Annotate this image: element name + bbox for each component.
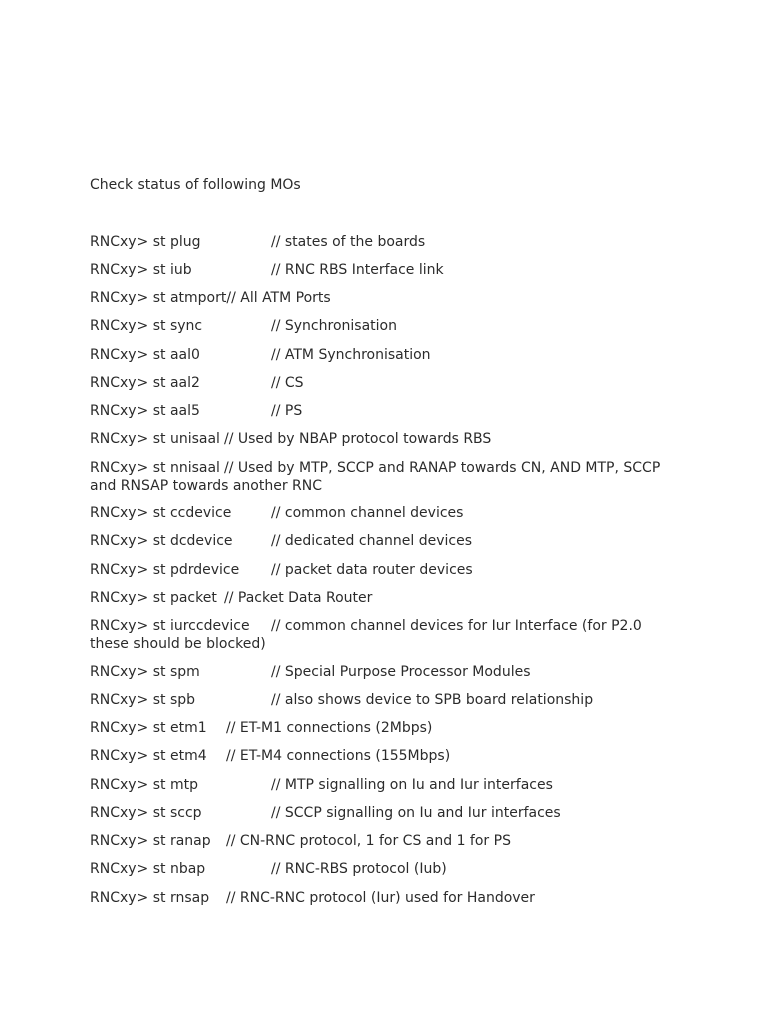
command-text: RNCxy> st rnsap [90, 890, 210, 906]
command-text: RNCxy> st etm1 [90, 720, 207, 736]
command-line-dcdevice [90, 532, 690, 550]
command-line-iub [90, 261, 690, 279]
command-line-sync [90, 317, 690, 335]
command-text: RNCxy> st unisaal [90, 431, 220, 447]
command-comment: // also shows device to SPB board relationship [271, 692, 594, 708]
command-line-pdrdevice [90, 561, 690, 579]
command-text: RNCxy> st aal5 [90, 403, 200, 419]
command-comment: // All ATM Ports [226, 290, 331, 306]
command-text: RNCxy> st sccp [90, 805, 202, 821]
command-comment: // ET-M4 connections (155Mbps) [226, 748, 451, 764]
command-line-mtp [90, 776, 690, 794]
command-text: RNCxy> st ccdevice [90, 505, 232, 521]
command-comment: // PS [271, 403, 303, 419]
command-line-spm [90, 663, 690, 681]
command-text: RNCxy> st spm [90, 664, 200, 680]
command-comment: // RNC-RBS protocol (Iub) [271, 861, 447, 877]
command-comment: // common channel devices [271, 505, 464, 521]
command-comment: // RNC-RNC protocol (Iur) used for Handover [226, 890, 535, 906]
command-text: RNCxy> st spb [90, 692, 196, 708]
command-text: RNCxy> st dcdevice [90, 533, 233, 549]
command-text: RNCxy> st nnisaal [90, 460, 220, 476]
command-line-spb [90, 691, 690, 709]
command-line-nbap [90, 860, 690, 878]
command-comment: // states of the boards [271, 234, 426, 250]
command-comment: // ATM Synchronisation [271, 347, 431, 363]
command-line-ccdevice [90, 504, 690, 522]
command-line-ranap [90, 832, 690, 850]
command-line-aal0 [90, 346, 690, 364]
command-line-rnsap [90, 889, 690, 907]
command-line-etm1 [90, 719, 690, 737]
command-comment: // common channel devices for Iur Interface (for P2.0 these should be blocked) [90, 618, 642, 652]
command-comment: // Packet Data Router [224, 590, 373, 606]
command-comment: // MTP signalling on Iu and Iur interfaces [271, 777, 553, 793]
command-line-etm4 [90, 747, 690, 765]
command-line-aal5 [90, 402, 690, 420]
command-text: RNCxy> st packet [90, 590, 217, 606]
command-comment: // CN-RNC protocol, 1 for CS and 1 for PS [226, 833, 511, 849]
command-comment: // packet data router devices [271, 562, 473, 578]
command-line-nnisaal [90, 459, 670, 495]
command-text: RNCxy> st iurccdevice [90, 618, 250, 634]
command-text: RNCxy> st aal0 [90, 347, 200, 363]
document-heading: Check status of following MOs [90, 177, 301, 193]
command-comment: // Synchronisation [271, 318, 397, 334]
command-text: RNCxy> st mtp [90, 777, 198, 793]
command-line-plug [90, 233, 690, 251]
command-text: RNCxy> st ranap [90, 833, 211, 849]
command-text: RNCxy> st etm4 [90, 748, 207, 764]
command-line-sccp [90, 804, 690, 822]
command-line-aal2 [90, 374, 690, 392]
command-comment: // SCCP signalling on Iu and Iur interfaces [271, 805, 561, 821]
command-line-atmport [90, 289, 690, 307]
command-comment: // Used by MTP, SCCP and RANAP towards CN, AND MTP, SCCP and RNSAP towards another RNC [90, 460, 661, 494]
command-line-packet [90, 589, 690, 607]
command-text: RNCxy> st atmport [90, 290, 227, 306]
command-comment: // Special Purpose Processor Modules [271, 664, 531, 680]
command-text: RNCxy> st iub [90, 262, 192, 278]
command-text: RNCxy> st aal2 [90, 375, 200, 391]
command-line-unisaal [90, 430, 690, 448]
command-comment: // ET-M1 connections (2Mbps) [226, 720, 433, 736]
command-comment: // dedicated channel devices [271, 533, 473, 549]
command-line-iurccdevice [90, 617, 670, 653]
command-text: RNCxy> st pdrdevice [90, 562, 240, 578]
command-text: RNCxy> st nbap [90, 861, 206, 877]
command-comment: // Used by NBAP protocol towards RBS [224, 431, 492, 447]
command-comment: // RNC RBS Interface link [271, 262, 444, 278]
command-text: RNCxy> st plug [90, 234, 201, 250]
command-text: RNCxy> st sync [90, 318, 203, 334]
command-comment: // CS [271, 375, 304, 391]
